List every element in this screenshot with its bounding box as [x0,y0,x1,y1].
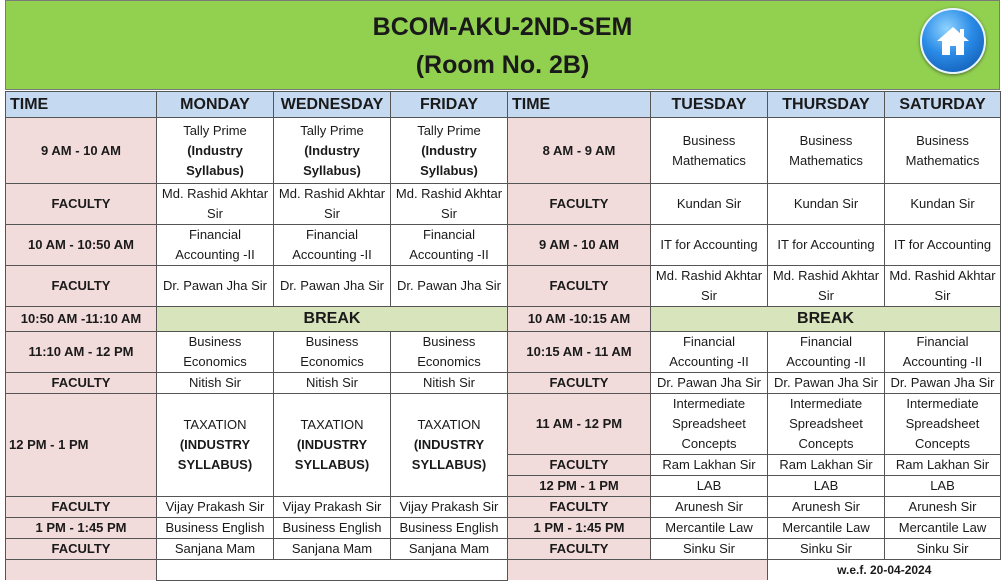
subject-line: (INDUSTRY [413,437,485,452]
faculty-name: Dr. Pawan Jha Sir [274,266,391,307]
faculty-name: Md. Rashid Akhtar Sir [391,184,508,225]
subject-line: TAXATION [300,417,364,432]
subject-cell: Business Economics [274,332,391,373]
faculty-name: Sanjana Mam [391,539,508,560]
table-row [6,518,1001,539]
empty-cell [508,560,768,581]
time-cell: 10 AM - 10:50 AM [6,225,157,266]
subject-line: (INDUSTRY [179,437,251,452]
subject-line: Tally Prime [417,122,481,138]
faculty-name: Dr. Pawan Jha Sir [391,266,508,307]
faculty-label: FACULTY [6,539,157,560]
subject-cell: Intermediate Spreadsheet Concepts [768,394,885,455]
faculty-name: Nitish Sir [274,373,391,394]
time-cell: 1 PM - 1:45 PM [6,518,157,539]
faculty-name: Nitish Sir [157,373,274,394]
subject-line: SYLLABUS) [177,457,253,472]
faculty-name: Ram Lakhan Sir [651,455,768,476]
subject-cell: Business Economics [157,332,274,373]
subject-cell: LAB [768,476,885,497]
subject-cell: Business Mathematics [885,118,1001,184]
table-row [6,332,1001,373]
subject-cell [391,394,508,497]
faculty-name: Arunesh Sir [885,497,1001,518]
faculty-name: Kundan Sir [651,184,768,225]
faculty-name: Sanjana Mam [157,539,274,560]
header-time-left: TIME [6,92,157,118]
time-cell: 9 AM - 10 AM [6,118,157,184]
table-row [6,225,1001,266]
subject-line: (Industry [187,142,243,158]
faculty-name: Md. Rashid Akhtar Sir [651,266,768,307]
break-label: BREAK [157,307,508,332]
faculty-name: Dr. Pawan Jha Sir [157,266,274,307]
faculty-label: FACULTY [508,373,651,394]
time-cell: 11:10 AM - 12 PM [6,332,157,373]
subject-line: (INDUSTRY [296,437,368,452]
faculty-label: FACULTY [6,373,157,394]
subject-cell: Financial Accounting -II [885,332,1001,373]
subject-cell: Intermediate Spreadsheet Concepts [885,394,1001,455]
title-banner [5,0,1000,90]
faculty-name: Sanjana Mam [274,539,391,560]
table-row [6,184,1001,225]
faculty-label: FACULTY [508,497,651,518]
faculty-name: Vijay Prakash Sir [391,497,508,518]
subject-cell: Financial Accounting -II [274,225,391,266]
subject-cell: Financial Accounting -II [157,225,274,266]
faculty-name: Kundan Sir [885,184,1001,225]
subject-cell: Financial Accounting -II [768,332,885,373]
table-row [6,373,1001,394]
subject-cell [157,394,274,497]
time-cell: 12 PM - 1 PM [508,476,651,497]
subject-cell [274,118,391,184]
subject-cell: Financial Accounting -II [391,225,508,266]
subject-line: Tally Prime [300,122,364,138]
faculty-name: Dr. Pawan Jha Sir [768,373,885,394]
room-title: (Room No. 2B) [415,51,590,79]
faculty-label: FACULTY [6,184,157,225]
table-row [6,266,1001,307]
faculty-name: Md. Rashid Akhtar Sir [274,184,391,225]
faculty-name: Md. Rashid Akhtar Sir [768,266,885,307]
faculty-name: Sinku Sir [768,539,885,560]
header-tuesday: TUESDAY [651,92,768,118]
subject-cell: Business English [274,518,391,539]
faculty-name: Arunesh Sir [651,497,768,518]
subject-cell: Mercantile Law [651,518,768,539]
subject-cell: Business Mathematics [651,118,768,184]
subject-cell [391,118,508,184]
faculty-label: FACULTY [508,455,651,476]
table-row [6,394,1001,455]
break-time: 10:50 AM -11:10 AM [6,307,157,332]
faculty-label: FACULTY [508,184,651,225]
time-cell: 9 AM - 10 AM [508,225,651,266]
subject-cell: Financial Accounting -II [651,332,768,373]
faculty-label: FACULTY [508,539,651,560]
subject-cell: Mercantile Law [885,518,1001,539]
subject-cell: Business English [391,518,508,539]
effective-date: w.e.f. 20-04-2024 [837,563,932,577]
header-monday: MONDAY [157,92,274,118]
subject-line: Syllabus) [420,162,478,178]
header-friday: FRIDAY [391,92,508,118]
subject-cell: Business English [157,518,274,539]
faculty-label: FACULTY [6,266,157,307]
empty-cell [6,560,157,581]
course-title: BCOM-AKU-2ND-SEM [372,13,633,41]
subject-line: Syllabus) [303,162,361,178]
table-row [6,118,1001,184]
faculty-name: Dr. Pawan Jha Sir [651,373,768,394]
header-saturday: SATURDAY [885,92,1001,118]
faculty-label: FACULTY [508,266,651,307]
subject-cell: LAB [885,476,1001,497]
subject-line: SYLLABUS) [294,457,370,472]
faculty-name: Sinku Sir [885,539,1001,560]
subject-cell: LAB [651,476,768,497]
faculty-name: Ram Lakhan Sir [768,455,885,476]
faculty-name: Sinku Sir [651,539,768,560]
table-row [6,497,1001,518]
faculty-name: Vijay Prakash Sir [274,497,391,518]
header-row [6,92,1001,118]
faculty-name: Arunesh Sir [768,497,885,518]
subject-cell [157,118,274,184]
subject-line: SYLLABUS) [411,457,487,472]
subject-cell: Mercantile Law [768,518,885,539]
break-label: BREAK [651,307,1001,332]
faculty-name: Dr. Pawan Jha Sir [885,373,1001,394]
empty-cell [157,560,508,581]
subject-cell: Intermediate Spreadsheet Concepts [651,394,768,455]
time-cell: 10:15 AM - 11 AM [508,332,651,373]
faculty-name: Vijay Prakash Sir [157,497,274,518]
faculty-name: Md. Rashid Akhtar Sir [157,184,274,225]
subject-line: TAXATION [417,417,481,432]
subject-cell [274,394,391,497]
faculty-name: Ram Lakhan Sir [885,455,1001,476]
time-cell: 12 PM - 1 PM [6,394,157,497]
header-thursday: THURSDAY [768,92,885,118]
subject-line: (Industry [421,142,477,158]
time-cell: 1 PM - 1:45 PM [508,518,651,539]
table-row [6,539,1001,560]
time-cell: 11 AM - 12 PM [508,394,651,455]
subject-cell: IT for Accounting [768,225,885,266]
break-row [6,307,1001,332]
footer-row [6,560,1001,581]
header-time-right: TIME [508,92,651,118]
faculty-name: Md. Rashid Akhtar Sir [885,266,1001,307]
subject-line: (Industry [304,142,360,158]
subject-cell: Business Mathematics [768,118,885,184]
faculty-name: Nitish Sir [391,373,508,394]
faculty-name: Kundan Sir [768,184,885,225]
faculty-label: FACULTY [6,497,157,518]
time-cell: 8 AM - 9 AM [508,118,651,184]
break-time: 10 AM -10:15 AM [508,307,651,332]
subject-line: Syllabus) [186,162,244,178]
subject-line: TAXATION [183,417,247,432]
home-icon [935,23,971,59]
subject-cell: IT for Accounting [651,225,768,266]
header-wednesday: WEDNESDAY [274,92,391,118]
timetable [5,91,1001,581]
subject-cell: IT for Accounting [885,225,1001,266]
subject-cell: Business Economics [391,332,508,373]
home-button[interactable] [920,8,986,74]
subject-line: Tally Prime [183,122,247,138]
